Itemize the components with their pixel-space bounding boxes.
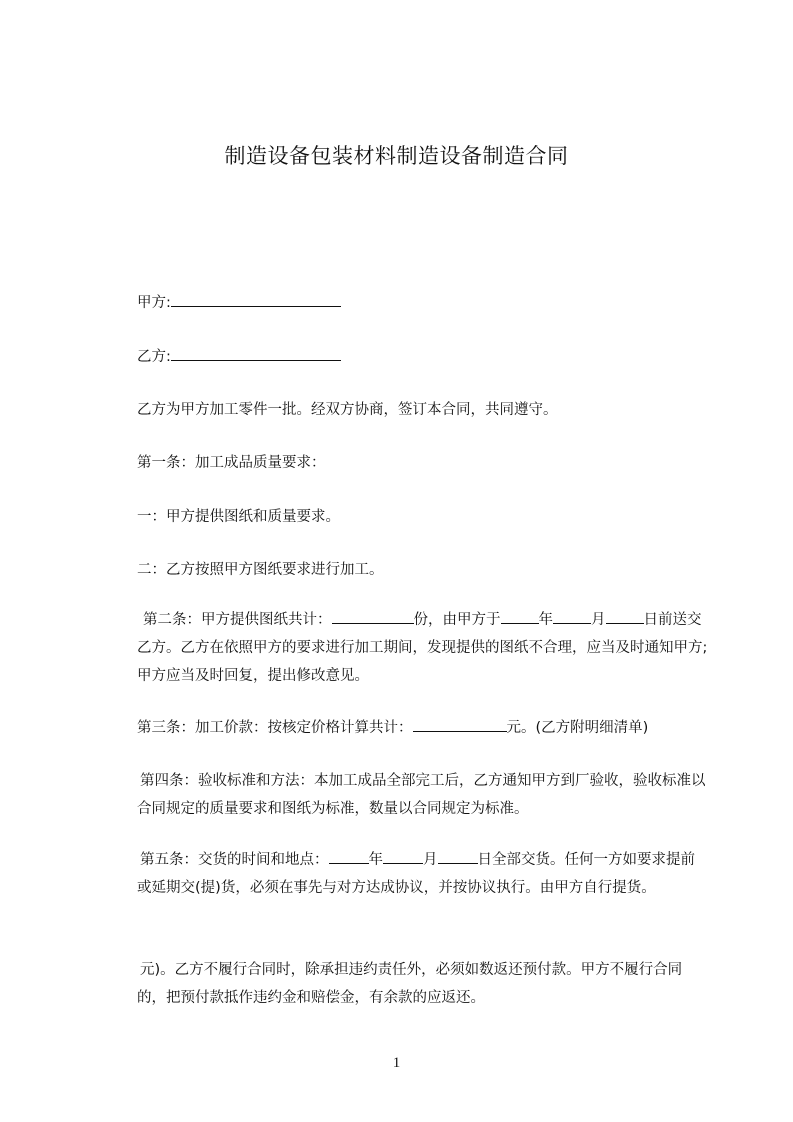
article3-amount-blank bbox=[413, 717, 507, 732]
article2-day-blank bbox=[606, 609, 644, 624]
article2-day: 日 bbox=[643, 612, 658, 628]
party-a-label: 甲方: bbox=[137, 295, 171, 311]
page-number: 1 bbox=[392, 1055, 401, 1071]
article2-month: 月 bbox=[591, 612, 606, 628]
article2-year-blank bbox=[501, 609, 539, 624]
article1-item1: 一：甲方提供图纸和质量要求。 bbox=[137, 509, 340, 525]
article4-paragraph: 第四条：验收标准和方法：本加工成品全部完工后，乙方通知甲方到厂验收，验收标准以合同规定的质量要求和图纸为标准，数量以合同规定为标准。 bbox=[137, 773, 706, 817]
article2-month-blank bbox=[553, 609, 591, 624]
article5-year: 年 bbox=[368, 852, 383, 868]
party-b-line bbox=[137, 346, 341, 367]
article5-day-blank bbox=[438, 849, 478, 864]
article1-heading: 第一条：加工成品质量要求： bbox=[137, 455, 326, 471]
article3-suffix: 元。(乙方附明细清单) bbox=[506, 720, 649, 736]
article5-year-blank bbox=[329, 849, 369, 864]
party-a-line bbox=[137, 292, 341, 313]
article1-item2: 二：乙方按照甲方图纸要求进行加工。 bbox=[137, 562, 384, 578]
article5-paragraph bbox=[137, 846, 709, 902]
intro-paragraph: 乙方为甲方加工零件一批。经双方协商，签订本合同，共同遵守。 bbox=[137, 402, 558, 418]
article5-rest: 日全部交货。任何一方如要求提前或延期交(提)货，必须在事先与对方达成协议，并按协议执行。由甲方自行提货。 bbox=[137, 852, 695, 896]
article3-prefix: 第三条：加工价款：按核定价格计算共计： bbox=[137, 720, 413, 736]
article2-after-count: 份，由甲方于 bbox=[413, 612, 501, 628]
article2-count-blank bbox=[332, 609, 414, 624]
article2-rest: 前送交乙方。乙方在依照甲方的要求进行加工期间，发现提供的图纸不合理，应当及时通知甲方;甲方应当及时回复，提出修改意见。 bbox=[137, 612, 708, 684]
party-b-blank bbox=[171, 346, 341, 361]
article2-paragraph bbox=[137, 606, 709, 690]
article3-paragraph bbox=[137, 717, 648, 738]
party-b-label: 乙方: bbox=[137, 349, 171, 365]
article5-month: 月 bbox=[423, 852, 438, 868]
article5-month-blank bbox=[383, 849, 423, 864]
fragment-paragraph: 元)。乙方不履行合同时，除承担违约责任外，必须如数返还预付款。甲方不履行合同的，把预付款抵作违约金和赔偿金，有余款的应返还。 bbox=[137, 962, 683, 1006]
party-a-blank bbox=[171, 292, 341, 307]
document-title: 制造设备包装材料制造设备制造合同 bbox=[224, 144, 569, 168]
article2-year: 年 bbox=[538, 612, 553, 628]
article5-prefix: 第五条：交货的时间和地点： bbox=[140, 852, 329, 868]
article2-prefix: 第二条：甲方提供图纸共计： bbox=[143, 612, 332, 628]
